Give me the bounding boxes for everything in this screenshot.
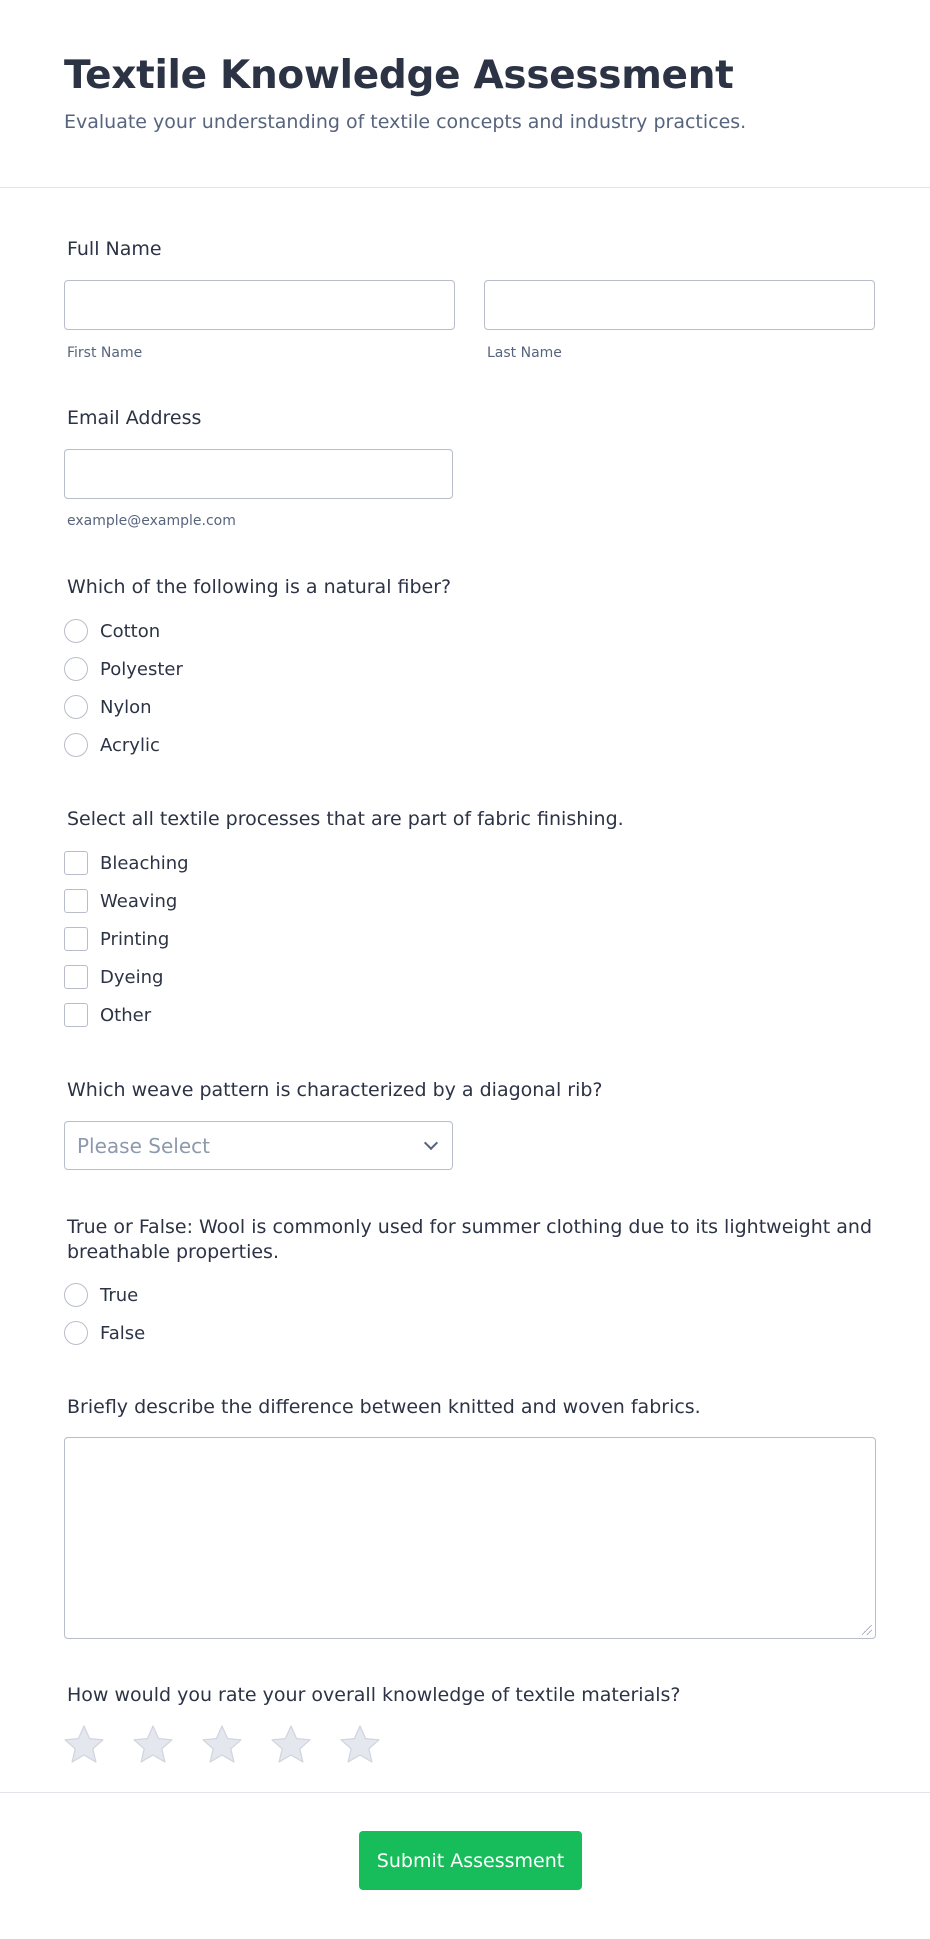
natural-fiber-question: Which of the following is a natural fiber? [67, 576, 452, 598]
star-icon[interactable] [338, 1723, 382, 1767]
option-cotton[interactable] [64, 618, 160, 644]
checkbox[interactable] [64, 927, 88, 951]
option-weaving[interactable] [64, 888, 177, 914]
option-label: True [100, 1284, 139, 1306]
checkbox[interactable] [64, 889, 88, 913]
option-label: Acrylic [100, 734, 160, 756]
last-name-sublabel: Last Name [487, 345, 562, 361]
finishing-question: Select all textile processes that are part of fabric finishing. [67, 808, 624, 830]
describe-question: Briefly describe the difference between knitted and woven fabrics. [67, 1396, 701, 1418]
option-acrylic[interactable] [64, 732, 160, 758]
option-label: Dyeing [100, 966, 164, 988]
submit-button[interactable]: Submit Assessment [359, 1831, 582, 1890]
option-true[interactable] [64, 1282, 138, 1308]
checkbox[interactable] [64, 965, 88, 989]
option-other[interactable] [64, 1002, 151, 1028]
radio-button[interactable] [64, 1321, 88, 1345]
checkbox[interactable] [64, 1003, 88, 1027]
option-label: Bleaching [100, 852, 189, 874]
resize-handle-icon[interactable] [862, 1625, 872, 1635]
select-value: Please Select [77, 1133, 210, 1158]
first-name-input[interactable] [64, 280, 455, 330]
page-subtitle: Evaluate your understanding of textile concepts and industry practices. [64, 111, 747, 133]
option-false[interactable] [64, 1320, 145, 1346]
option-bleaching[interactable] [64, 850, 189, 876]
email-label: Email Address [67, 407, 202, 429]
star-icon[interactable] [62, 1723, 106, 1767]
wool-question: True or False: Wool is commonly used for summer clothing due to its lightweight and breathable properties. [67, 1216, 873, 1263]
weave-select[interactable] [64, 1121, 453, 1170]
option-nylon[interactable] [64, 694, 152, 720]
chevron-down-icon [424, 1136, 438, 1150]
radio-button[interactable] [64, 733, 88, 757]
star-icon[interactable] [200, 1723, 244, 1767]
radio-button[interactable] [64, 695, 88, 719]
option-label: Nylon [100, 696, 152, 718]
star-icon[interactable] [269, 1723, 313, 1767]
option-dyeing[interactable] [64, 964, 163, 990]
radio-button[interactable] [64, 657, 88, 681]
checkbox[interactable] [64, 851, 88, 875]
page-title: Textile Knowledge Assessment [64, 53, 734, 98]
full-name-label: Full Name [67, 238, 162, 260]
last-name-input[interactable] [484, 280, 875, 330]
email-sublabel: example@example.com [67, 513, 236, 529]
star-rating [62, 1723, 407, 1767]
first-name-sublabel: First Name [67, 345, 143, 361]
option-printing[interactable] [64, 926, 169, 952]
option-label: False [100, 1322, 146, 1344]
option-label: Polyester [100, 658, 183, 680]
option-polyester[interactable] [64, 656, 183, 682]
describe-textarea[interactable] [64, 1437, 876, 1639]
option-label: Printing [100, 928, 170, 950]
email-input[interactable] [64, 449, 453, 499]
weave-question: Which weave pattern is characterized by a diagonal rib? [67, 1079, 603, 1101]
form-footer [0, 1792, 930, 1939]
option-label: Weaving [100, 890, 178, 912]
radio-button[interactable] [64, 1283, 88, 1307]
radio-button[interactable] [64, 619, 88, 643]
option-label: Other [100, 1004, 152, 1026]
option-label: Cotton [100, 620, 161, 642]
star-icon[interactable] [131, 1723, 175, 1767]
form-header [0, 0, 930, 188]
rating-question: How would you rate your overall knowledge of textile materials? [67, 1684, 681, 1706]
